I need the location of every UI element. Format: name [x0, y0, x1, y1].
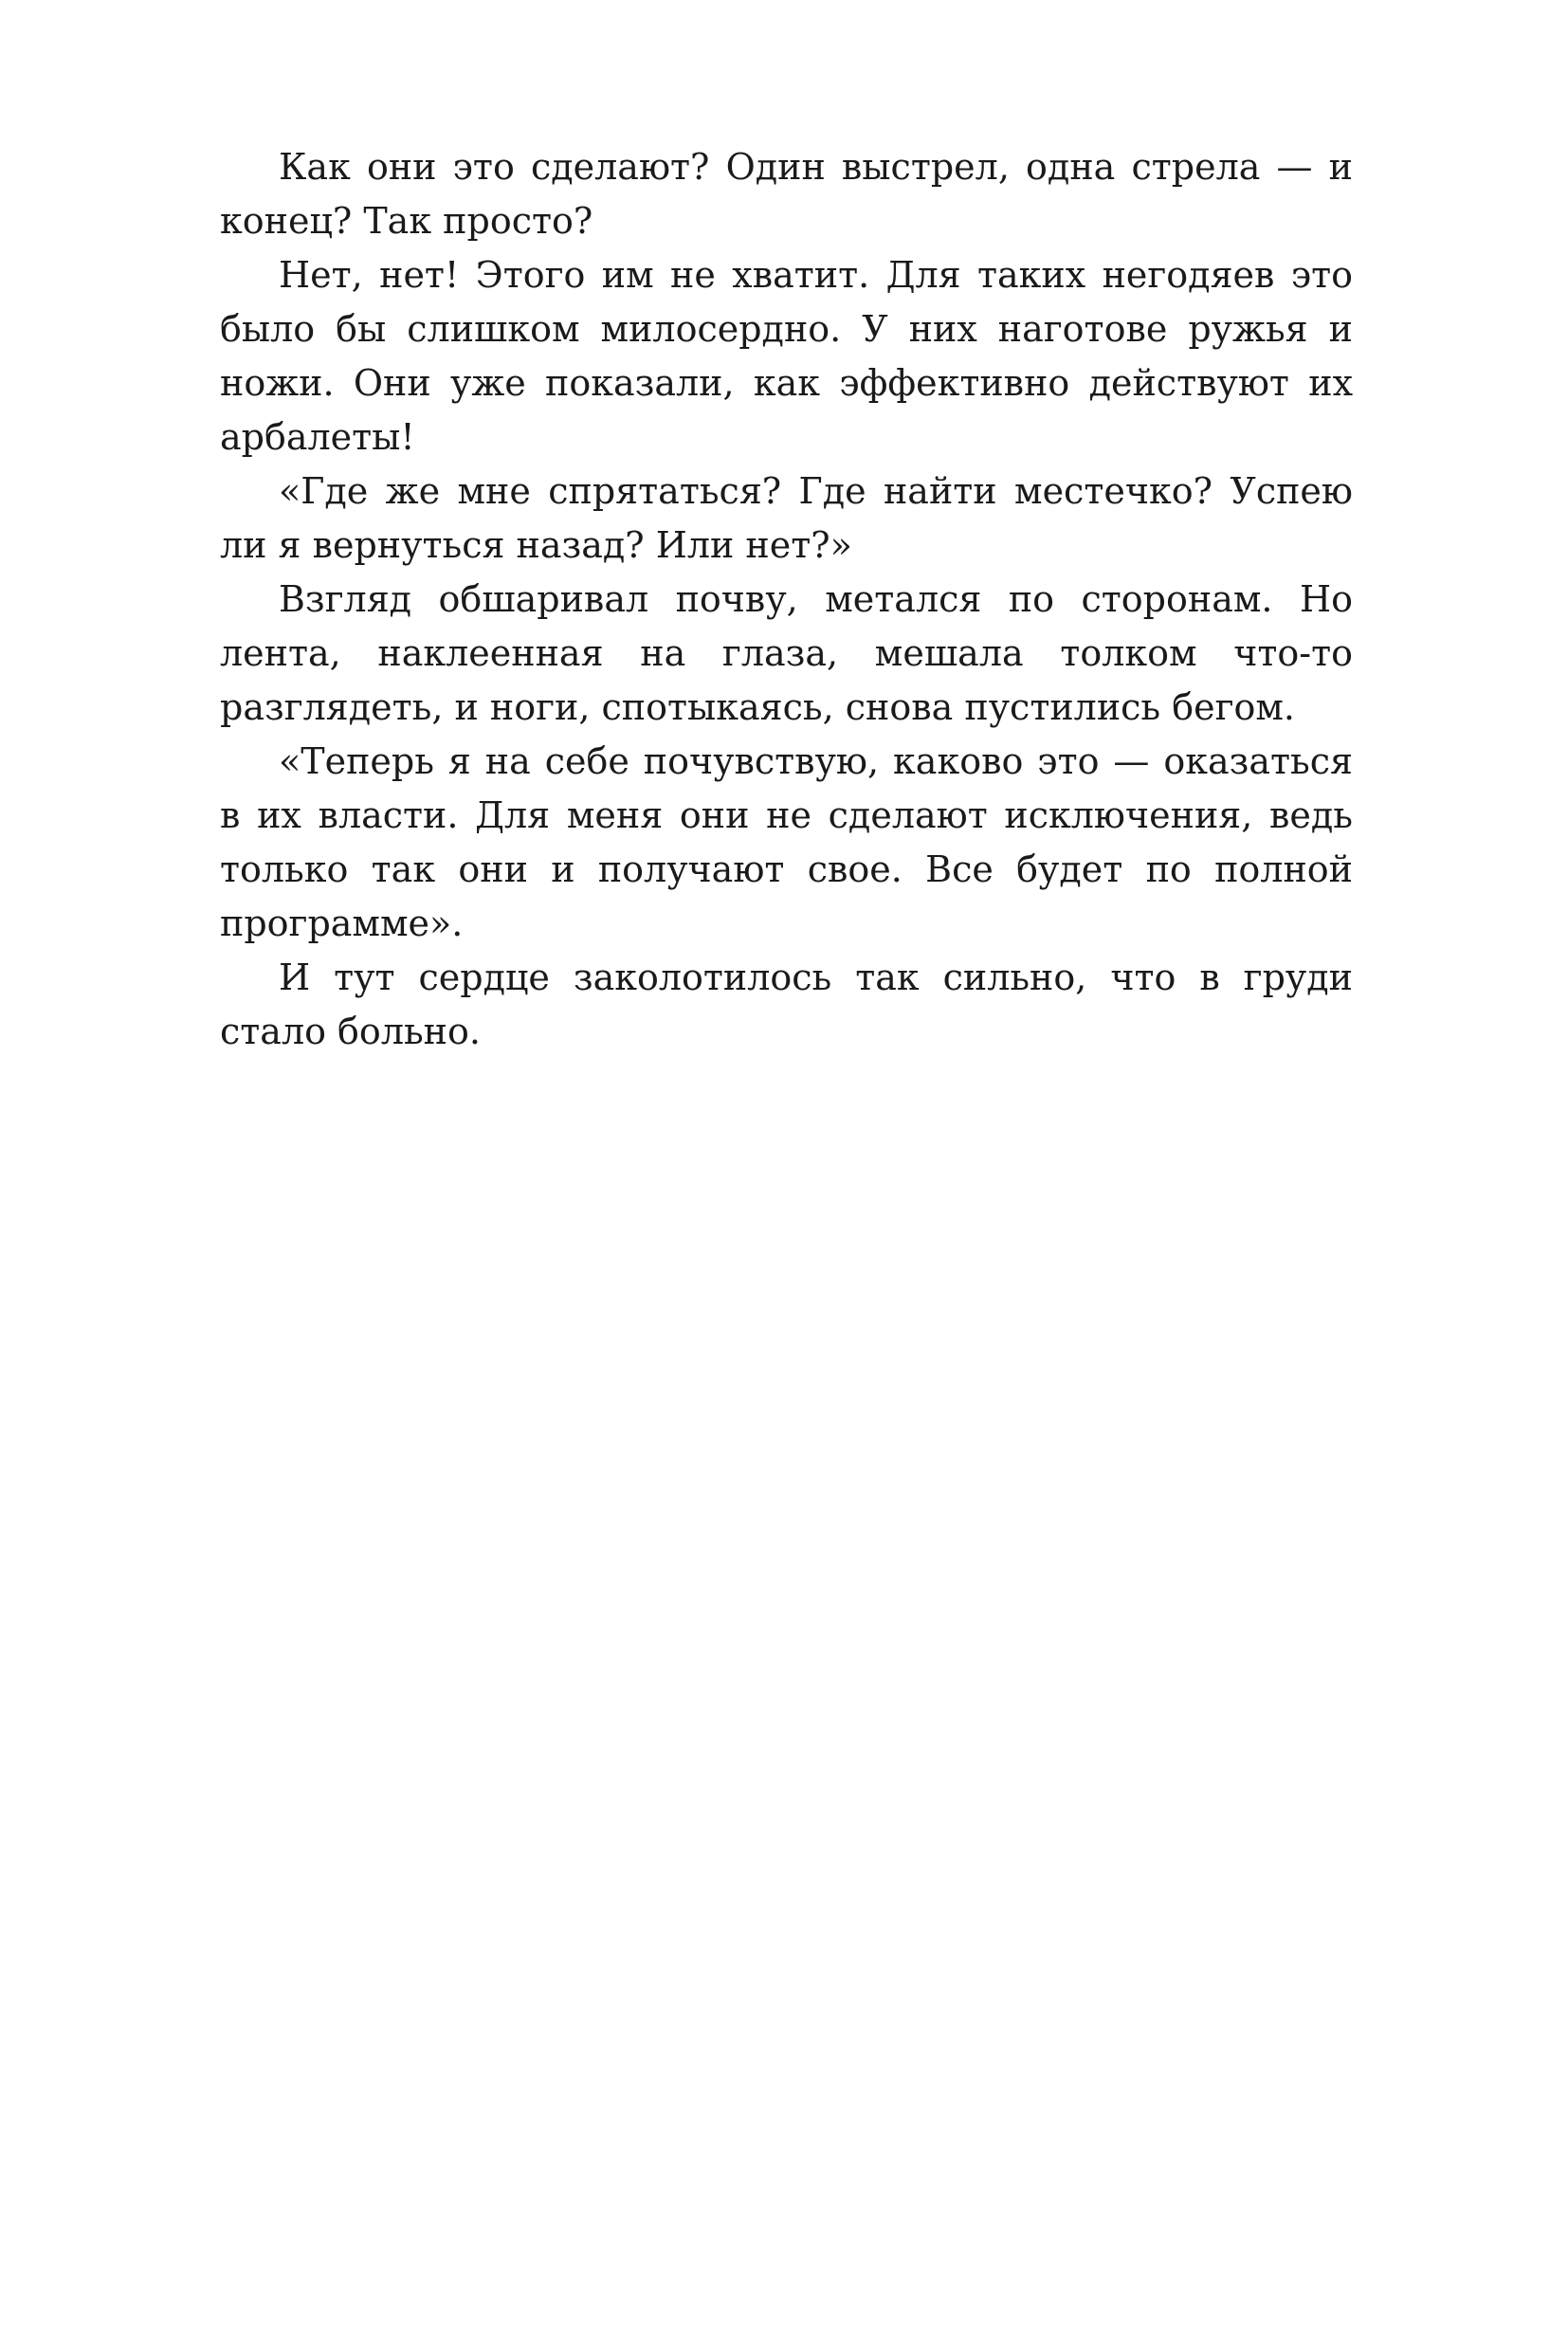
- paragraph-6: И тут сердце заколотилось так сильно, что в груди стало больно.: [220, 957, 1353, 1052]
- paragraph-2: Нет, нет! Этого им не хватит. Для таких негодяев это было бы слишком милосердно. У них наготове ружья и ножи. Они уже показали, как эффективно действуют их арбалеты!: [220, 254, 1353, 458]
- paragraph-4: Взгляд обшаривал почву, метался по сторонам. Но лента, наклеенная на глаза, мешала толком что-то разглядеть, и ноги, спотыкаясь, снова пустились бегом.: [220, 578, 1353, 728]
- body-text: [220, 140, 1353, 1059]
- paragraph-3: «Где же мне спрятаться? Где найти местечко? Успею ли я вернуться назад? Или нет?»: [220, 470, 1353, 566]
- paragraph-1: Как они это сделают? Один выстрел, одна стрела — и конец? Так просто?: [220, 146, 1353, 242]
- paragraph-5: «Теперь я на себе почувствую, каково это — оказаться в их власти. Для меня они не сделают исключения, ведь только так они и получают свое. Все будет по полной программе».: [220, 740, 1353, 944]
